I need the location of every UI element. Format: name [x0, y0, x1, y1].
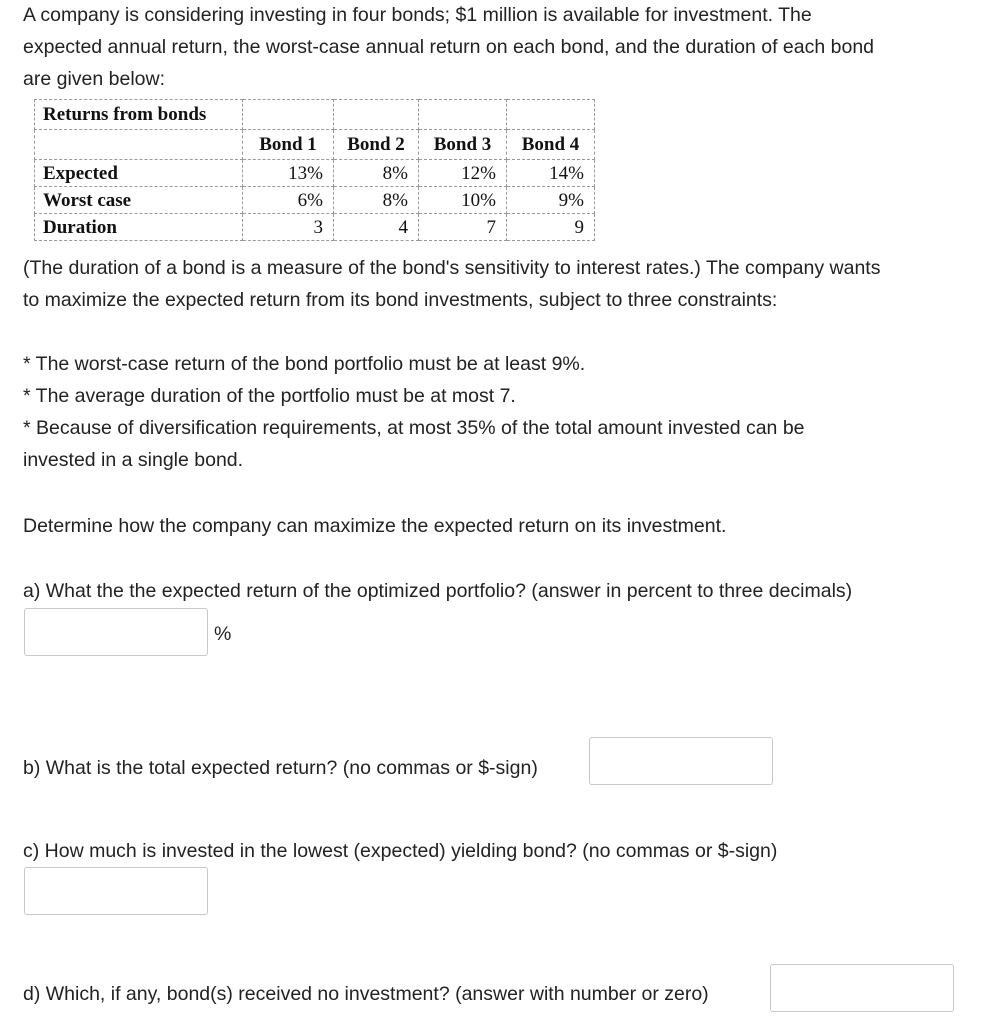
table-cell: 14% [507, 160, 595, 187]
table-cell: 6% [243, 187, 334, 214]
table-cell: 9% [507, 187, 595, 214]
paragraph-line: (The duration of a bond is a measure of the bond's sensitivity to interest rates.) The company wants [23, 257, 881, 279]
column-header-bond-4: Bond 4 [507, 130, 595, 160]
intro-line: are given below: [23, 68, 166, 90]
table-cell [419, 100, 507, 130]
row-label: Duration [35, 214, 243, 241]
intro-line: A company is considering investing in four bonds; $1 million is available for investment. The [23, 4, 812, 26]
column-header-bond-1: Bond 1 [243, 130, 334, 160]
table-cell: 13% [243, 160, 334, 187]
intro-paragraph [23, 0, 874, 95]
question-c: c) How much is invested in the lowest (expected) yielding bond? (no commas or $-sign) [23, 840, 778, 862]
answer-b-input[interactable] [589, 737, 773, 785]
constraint-diversification: * Because of diversification requirements, at most 35% of the total amount invested can be [23, 417, 805, 439]
answer-d-input[interactable] [770, 964, 954, 1012]
row-label: Expected [35, 160, 243, 187]
column-header-bond-2: Bond 2 [334, 130, 419, 160]
table-cell: 7 [419, 214, 507, 241]
question-a: a) What the the expected return of the optimized portfolio? (answer in percent to three decimals) [23, 580, 853, 602]
table-cell: 8% [334, 160, 419, 187]
constraint-duration: * The average duration of the portfolio must be at most 7. [23, 385, 516, 407]
constraint-worst-case: * The worst-case return of the bond portfolio must be at least 9%. [23, 353, 586, 375]
answer-c-input[interactable] [24, 867, 208, 915]
question-d: d) Which, if any, bond(s) received no investment? (answer with number or zero) [23, 983, 709, 1005]
paragraph-line: to maximize the expected return from its bond investments, subject to three constraints: [23, 289, 778, 311]
table-cell [507, 100, 595, 130]
table-title: Returns from bonds [35, 100, 243, 130]
table-cell: 3 [243, 214, 334, 241]
table-row-expected [35, 160, 595, 187]
bond-returns-table [34, 99, 595, 241]
row-label: Worst case [35, 187, 243, 214]
table-cell: 10% [419, 187, 507, 214]
table-cell: 12% [419, 160, 507, 187]
table-cell: 4 [334, 214, 419, 241]
answer-a-input[interactable] [24, 608, 208, 656]
table-row-duration [35, 214, 595, 241]
constraints-list [23, 348, 805, 476]
table-header-row [35, 130, 595, 160]
intro-line: expected annual return, the worst-case annual return on each bond, and the duration of each bond [23, 36, 875, 58]
duration-paragraph [23, 252, 880, 316]
question-b: b) What is the total expected return? (no commas or $-sign) [23, 757, 538, 779]
task-statement: Determine how the company can maximize the expected return on its investment. [23, 515, 727, 537]
table-cell [334, 100, 419, 130]
table-cell [243, 100, 334, 130]
constraint-diversification-cont: invested in a single bond. [23, 449, 244, 471]
table-cell: 9 [507, 214, 595, 241]
column-header-bond-3: Bond 3 [419, 130, 507, 160]
table-row-worst-case [35, 187, 595, 214]
table-title-row [35, 100, 595, 130]
percent-unit: % [214, 623, 232, 645]
table-cell: 8% [334, 187, 419, 214]
table-cell [35, 130, 243, 160]
